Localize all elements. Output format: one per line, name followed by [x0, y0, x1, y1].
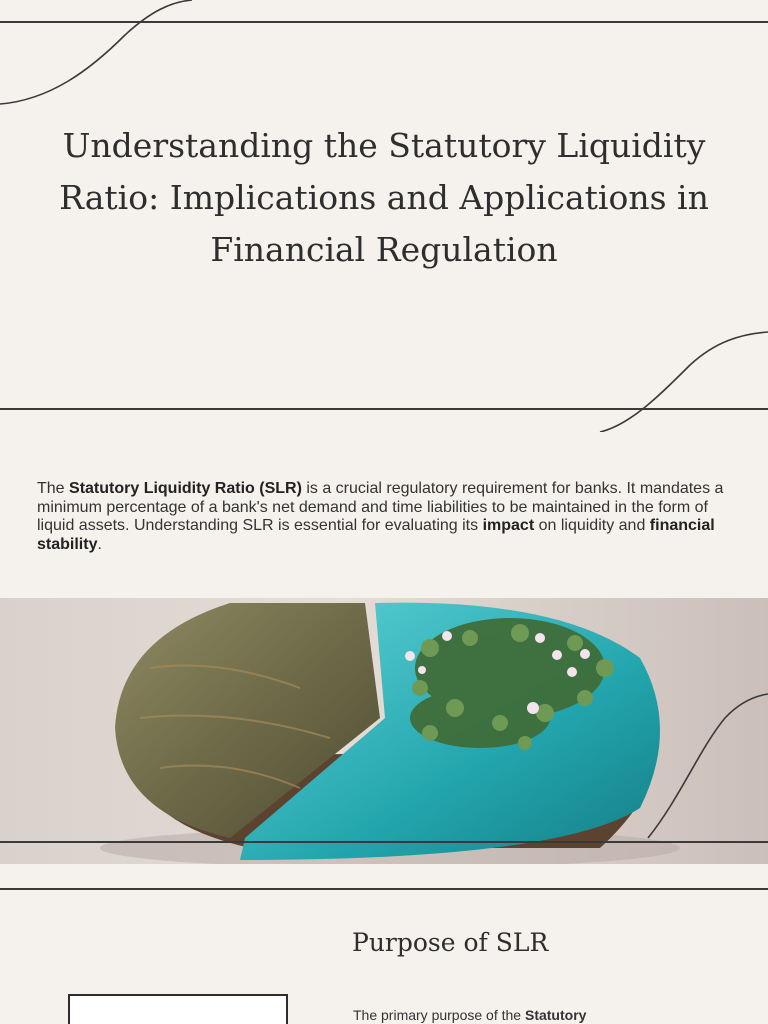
pie-landscape-image: [0, 598, 768, 864]
purpose-slide: [0, 888, 768, 1024]
decorative-curve-right: [0, 598, 768, 864]
curve-bottom-right: [600, 332, 768, 432]
purpose-paragraph: [353, 1006, 733, 1024]
intro-text-3: on liquidity and: [534, 517, 650, 534]
divider-line-purpose: [0, 888, 768, 890]
page-title: Understanding the Statutory Liquidity Ratio: Implications and Applications in Financial Regulation: [59, 126, 709, 269]
title-slide: [0, 0, 768, 432]
divider-line-image: [0, 841, 768, 843]
intro-slide: [0, 456, 768, 864]
intro-paragraph: [37, 480, 737, 554]
intro-term-impact: impact: [482, 517, 535, 534]
image-frame: [68, 994, 288, 1024]
intro-text-4: .: [97, 535, 102, 553]
intro-text-1: The: [37, 480, 70, 497]
intro-term-stability: financial stability: [37, 517, 715, 553]
purpose-text-1: The primary purpose of the: [353, 1007, 525, 1023]
curve-top-left: [0, 0, 192, 104]
divider-line-bottom: [0, 408, 768, 410]
purpose-heading: Purpose of SLR: [352, 928, 549, 957]
purpose-term-statutory: Statutory: [524, 1007, 587, 1023]
intro-term-slr: Statutory Liquidity Ratio (SLR): [69, 480, 302, 497]
intro-text-2: is a crucial regulatory requirement for banks. It mandates a minimum percentage of a bank's net demand and time liabilities to be maintained in the form of liquid assets. Understanding SLR is essential for evaluating its: [37, 480, 724, 534]
divider-line-top: [0, 21, 768, 23]
